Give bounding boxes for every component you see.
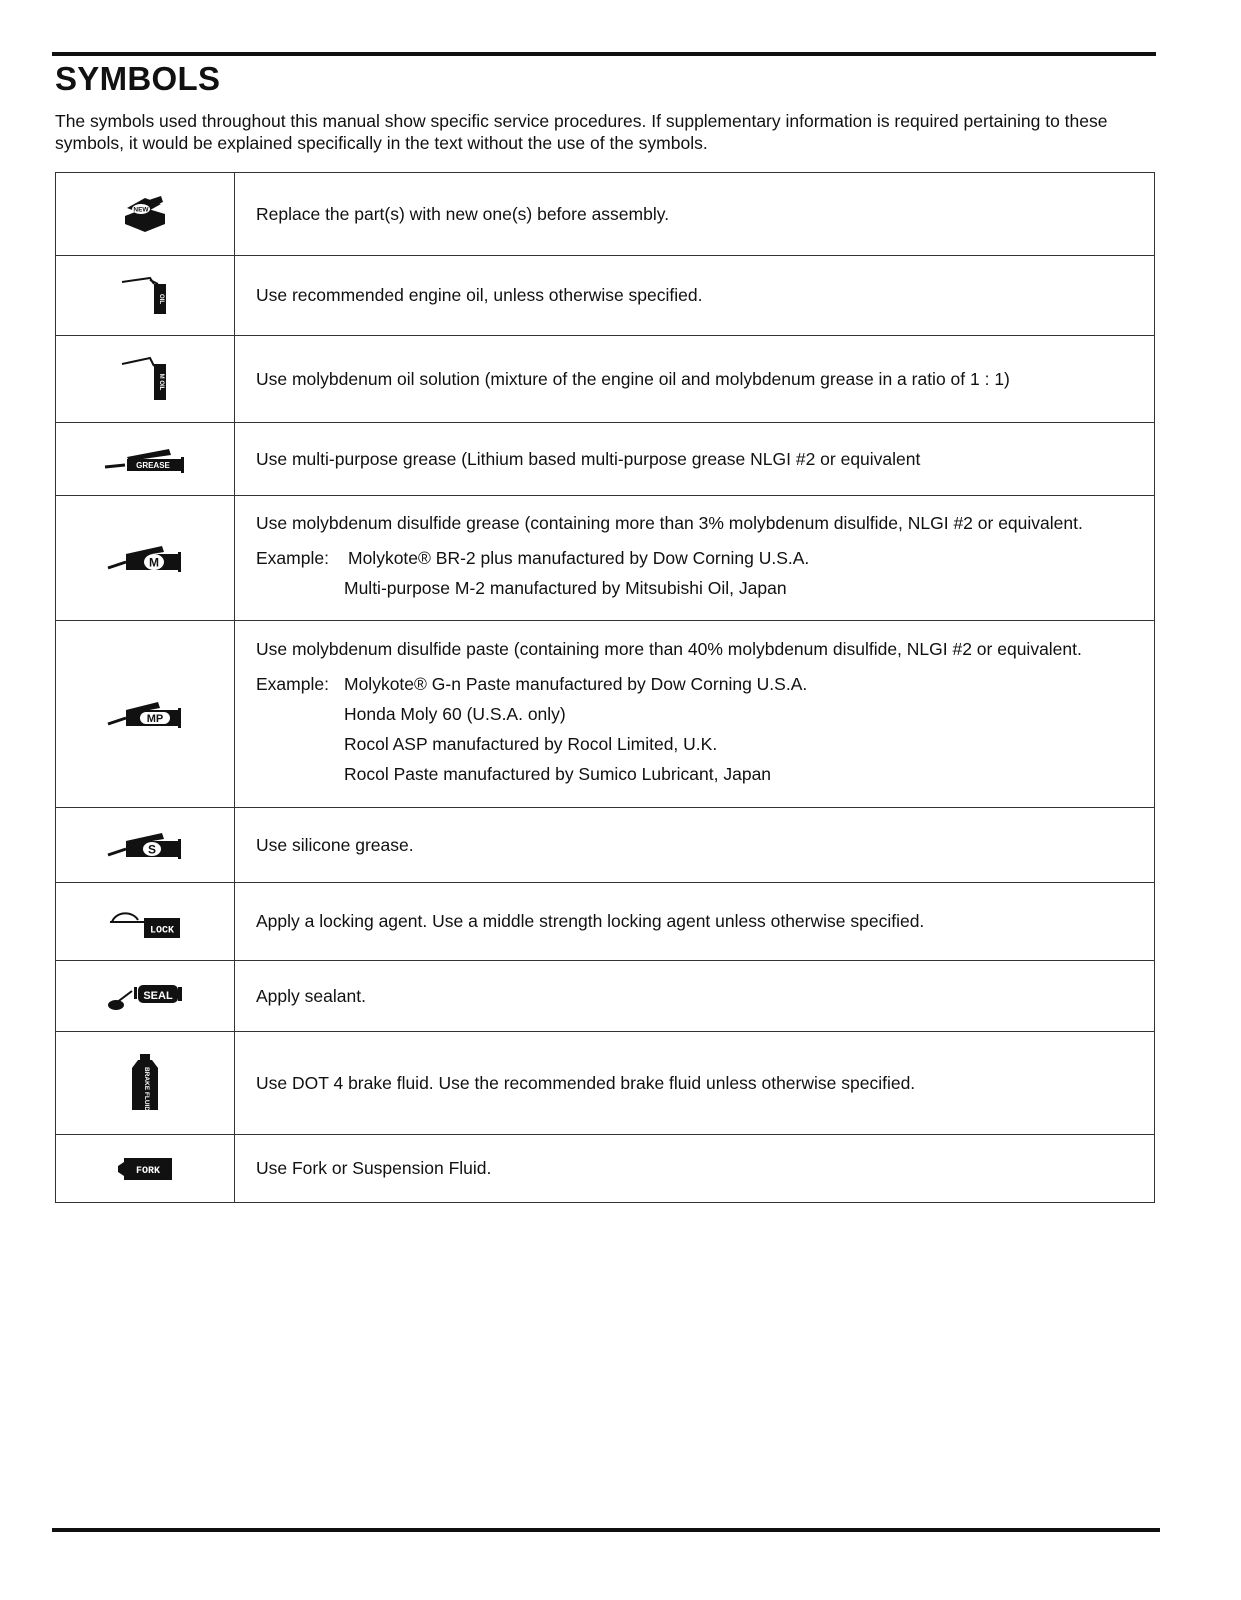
new-part-icon xyxy=(121,194,169,234)
moly-paste-icon-label: MP xyxy=(146,713,164,725)
symbol-description: Use recommended engine oil, unless otherwise specified. xyxy=(235,256,1155,336)
seal-icon-label: SEAL xyxy=(143,990,173,1002)
example-label: Example: xyxy=(256,674,329,694)
example-item: Molykote® BR-2 plus manufactured by Dow Corning U.S.A. xyxy=(348,548,810,568)
icon-cell xyxy=(56,1032,235,1135)
lock-icon-label: LOCK xyxy=(149,925,175,936)
new-icon-label: NEW xyxy=(133,206,149,214)
example-item: Rocol ASP manufactured by Rocol Limited, U.K. xyxy=(344,734,718,754)
symbol-description: Use multi-purpose grease (Lithium based multi-purpose grease NLGI #2 or equivalent xyxy=(235,423,1155,496)
icon-cell xyxy=(56,256,235,336)
icon-cell xyxy=(56,423,235,496)
example-block xyxy=(256,729,1132,759)
description-text: Use molybdenum disulfide grease (containing more than 3% molybdenum disulfide, NLGI #2 or equivalent. xyxy=(256,513,1083,533)
icon-cell xyxy=(56,808,235,883)
symbol-row-grease xyxy=(56,423,1155,496)
symbol-description: Use Fork or Suspension Fluid. xyxy=(235,1135,1155,1203)
description-text: Use molybdenum disulfide paste (containing more than 40% molybdenum disulfide, NLGI #2 or equivalent. xyxy=(256,639,1082,659)
symbol-row-moly-oil xyxy=(56,336,1155,423)
moly-grease-icon-label: M xyxy=(149,555,159,570)
top-rule xyxy=(52,52,1156,56)
bottom-rule xyxy=(52,1528,1160,1532)
symbol-row-moly-grease xyxy=(56,496,1155,621)
example-block xyxy=(256,543,1132,573)
symbols-table xyxy=(55,172,1155,1203)
silicone-icon-label: S xyxy=(147,842,157,857)
icon-cell xyxy=(56,336,235,423)
symbol-description xyxy=(235,496,1155,621)
symbol-row-fork-fluid xyxy=(56,1135,1155,1203)
symbol-description: Apply a locking agent. Use a middle strength locking agent unless otherwise specified. xyxy=(235,883,1155,961)
brake-fluid-icon xyxy=(130,1054,160,1112)
icon-cell xyxy=(56,961,235,1032)
moly-grease-icon xyxy=(106,542,184,574)
grease-gun-icon xyxy=(103,445,187,473)
example-block xyxy=(256,699,1132,729)
moly-oil-icon xyxy=(120,356,170,402)
icon-cell xyxy=(56,173,235,256)
symbol-description: Replace the part(s) with new one(s) before assembly. xyxy=(235,173,1155,256)
locking-agent-icon xyxy=(108,904,182,940)
grease-icon-label: GREASE xyxy=(136,461,170,470)
example-block xyxy=(256,669,1132,699)
symbol-row-lock xyxy=(56,883,1155,961)
symbol-description xyxy=(235,621,1155,808)
symbol-description: Use silicone grease. xyxy=(235,808,1155,883)
symbol-row-moly-paste xyxy=(56,621,1155,808)
brake-fluid-icon-label: BRAKE FLUID xyxy=(143,1066,150,1112)
sealant-icon xyxy=(106,979,184,1013)
example-block xyxy=(256,759,1132,789)
intro-paragraph: The symbols used throughout this manual show specific service procedures. If supplementary information is required pertaining to these symbols, it would be explained specifically in the text without the use of the symbols. xyxy=(55,111,1108,153)
page-title: SYMBOLS xyxy=(55,60,221,97)
moly-oil-icon-label: M OIL xyxy=(158,373,164,391)
example-item: Multi-purpose M-2 manufactured by Mitsubishi Oil, Japan xyxy=(344,578,787,598)
symbol-description: Apply sealant. xyxy=(235,961,1155,1032)
example-item: Molykote® G-n Paste manufactured by Dow Corning U.S.A. xyxy=(344,674,808,694)
engine-oil-icon xyxy=(120,276,170,316)
symbol-row-seal xyxy=(56,961,1155,1032)
example-item: Honda Moly 60 (U.S.A. only) xyxy=(344,704,566,724)
example-block xyxy=(256,573,1132,603)
fork-icon-label: FORK xyxy=(135,1165,161,1177)
moly-paste-icon xyxy=(106,698,184,730)
symbol-description: Use DOT 4 brake fluid. Use the recommended brake fluid unless otherwise specified. xyxy=(235,1032,1155,1135)
symbol-row-silicone xyxy=(56,808,1155,883)
symbol-row-brake-fluid xyxy=(56,1032,1155,1135)
example-item: Rocol Paste manufactured by Sumico Lubricant, Japan xyxy=(344,764,772,784)
silicone-grease-icon xyxy=(106,829,184,861)
icon-cell xyxy=(56,1135,235,1203)
fork-fluid-icon xyxy=(116,1156,174,1182)
symbol-row-new xyxy=(56,173,1155,256)
oil-icon-label: OIL xyxy=(158,293,164,304)
symbol-description: Use molybdenum oil solution (mixture of the engine oil and molybdenum grease in a ratio of 1 : 1) xyxy=(235,336,1155,423)
icon-cell xyxy=(56,883,235,961)
icon-cell xyxy=(56,496,235,621)
symbol-row-oil xyxy=(56,256,1155,336)
icon-cell xyxy=(56,621,235,808)
example-label: Example: xyxy=(256,548,329,568)
